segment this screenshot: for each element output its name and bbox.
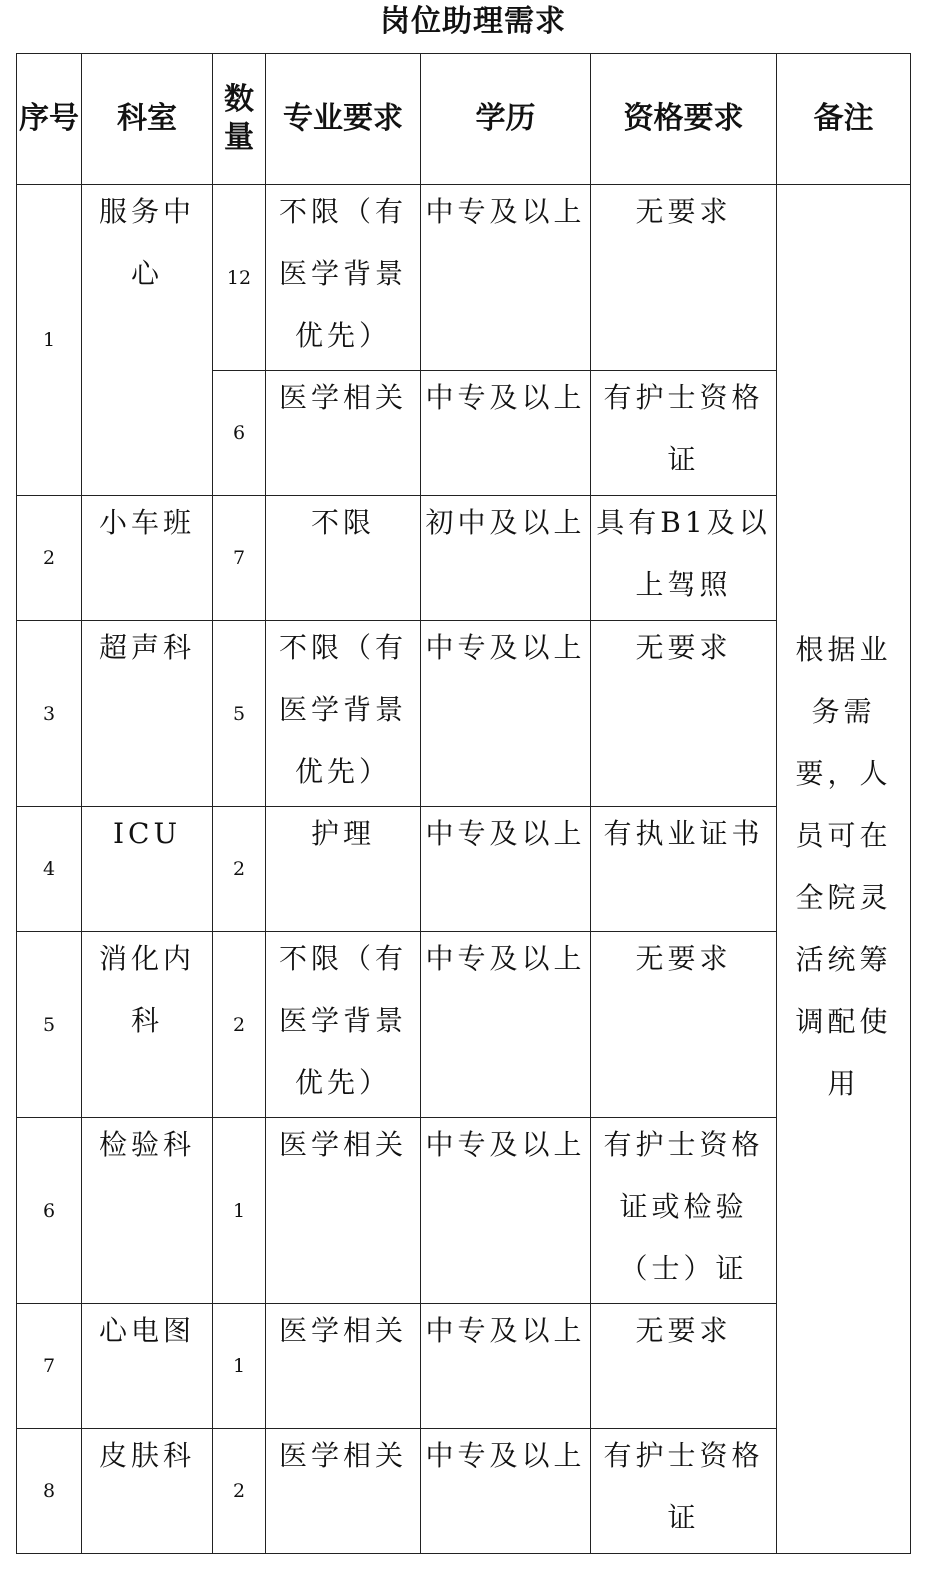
row-qual [591,185,777,371]
row-dept [82,1304,213,1429]
row-dept [82,621,213,807]
major-text: 医学相关 [278,381,407,414]
dept-text: ICU [112,817,182,850]
header-qty: 数量 [213,54,266,185]
qual-text: 无要求 [635,1314,732,1347]
row-qual [591,1118,777,1304]
major-text: 不限（有医学背景优先） [278,195,407,352]
header-edu: 学历 [421,54,591,185]
row-qty: 2 [213,1429,266,1554]
qual-text: 有护士资格证或检验（士）证 [603,1128,764,1285]
note-cell [777,185,911,1554]
note-text: 根据业务需要，人员可在全院灵活统筹调配使用 [795,633,892,1100]
dept-text: 检验科 [98,1128,195,1161]
row-qual [591,496,777,621]
dept-text: 小车班 [98,506,195,539]
dept-text: 服务中心 [98,195,195,290]
row-qual [591,621,777,807]
row-qual [591,932,777,1118]
qual-text: 无要求 [635,631,732,664]
row-dept [82,807,213,932]
row-dept [82,496,213,621]
row-qty: 7 [213,496,266,621]
row-major [266,496,421,621]
row-no: 6 [17,1118,82,1304]
dept-text: 超声科 [98,631,195,664]
row-dept [82,932,213,1118]
row-no: 1 [17,185,82,496]
row-no: 3 [17,621,82,807]
row-major [266,1429,421,1554]
row-major [266,621,421,807]
row-no: 8 [17,1429,82,1554]
row-dept [82,1118,213,1304]
row-edu [421,496,591,621]
row-dept [82,185,213,496]
table-row [17,1304,911,1429]
dept-text: 皮肤科 [98,1439,195,1472]
header-no: 序号 [17,54,82,185]
table-row [17,932,911,1118]
row-qual [591,807,777,932]
row-edu [421,1429,591,1554]
row-edu [421,807,591,932]
edu-text: 中专及以上 [425,942,586,975]
row-edu [421,371,591,496]
header-dept: 科室 [82,54,213,185]
table-row [17,1429,911,1554]
edu-text: 中专及以上 [425,1314,586,1347]
table-row [17,185,911,371]
row-qty: 12 [213,185,266,371]
row-qty: 5 [213,621,266,807]
page-title: 岗位助理需求 [380,4,566,39]
major-text: 不限（有医学背景优先） [278,942,407,1099]
edu-text: 初中及以上 [425,506,586,539]
row-edu [421,621,591,807]
qual-text: 有护士资格证 [603,1439,764,1534]
qual-text: 无要求 [635,195,732,228]
qual-text: 具有B1及以上驾照 [596,506,771,601]
edu-text: 中专及以上 [425,195,586,228]
edu-text: 中专及以上 [425,1128,586,1161]
qual-text: 有护士资格证 [603,381,764,476]
major-text: 不限 [310,506,375,539]
row-major [266,1304,421,1429]
major-text: 不限（有医学背景优先） [278,631,407,788]
major-text: 医学相关 [278,1314,407,1347]
table-row [17,621,911,807]
dept-text: 消化内科 [98,942,195,1037]
row-qty: 2 [213,807,266,932]
row-major [266,371,421,496]
row-no: 2 [17,496,82,621]
table-row [17,807,911,932]
row-major [266,932,421,1118]
header-major: 专业要求 [266,54,421,185]
row-no: 7 [17,1304,82,1429]
row-major [266,807,421,932]
requirements-table [16,53,911,1554]
edu-text: 中专及以上 [425,817,586,850]
major-text: 医学相关 [278,1439,407,1472]
row-qual [591,1429,777,1554]
major-text: 护理 [310,817,375,850]
row-edu [421,1118,591,1304]
qual-text: 有执业证书 [603,817,764,850]
row-edu [421,932,591,1118]
major-text: 医学相关 [278,1128,407,1161]
header-row [17,54,911,185]
row-edu [421,1304,591,1429]
header-note: 备注 [777,54,911,185]
row-qty: 1 [213,1118,266,1304]
edu-text: 中专及以上 [425,1439,586,1472]
row-qty: 1 [213,1304,266,1429]
row-major [266,185,421,371]
header-qual: 资格要求 [591,54,777,185]
table-row [17,496,911,621]
row-qty: 2 [213,932,266,1118]
row-qual [591,1304,777,1429]
row-dept [82,1429,213,1554]
row-no: 4 [17,807,82,932]
table-row [17,1118,911,1304]
edu-text: 中专及以上 [425,381,586,414]
edu-text: 中专及以上 [425,631,586,664]
row-qual [591,371,777,496]
qual-text: 无要求 [635,942,732,975]
row-no: 5 [17,932,82,1118]
row-qty: 6 [213,371,266,496]
dept-text: 心电图 [98,1314,195,1347]
row-major [266,1118,421,1304]
row-edu [421,185,591,371]
